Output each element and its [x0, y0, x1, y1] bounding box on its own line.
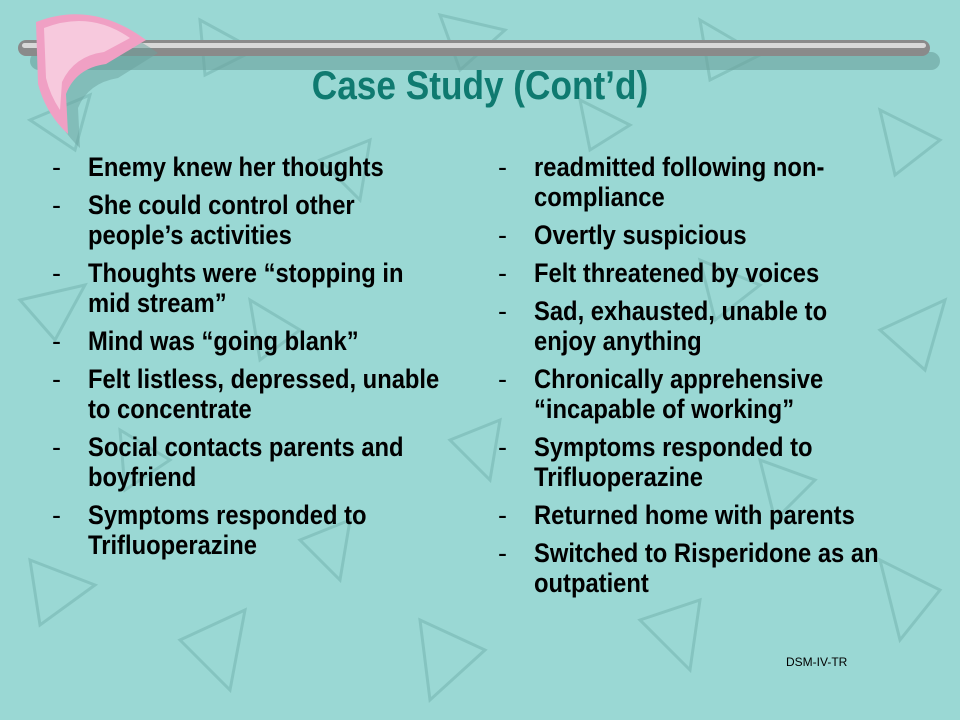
bullet-dash: -	[498, 364, 507, 394]
bullet-dash: -	[498, 296, 507, 326]
boomerang-decor	[640, 600, 700, 670]
list-item: - Symptoms responded to Trifluoperazine	[498, 432, 813, 492]
boomerang-decor	[30, 560, 95, 625]
bullet-dash: -	[52, 432, 61, 462]
list-item: - readmitted following non-compliance	[498, 152, 825, 212]
list-item: - Switched to Risperidone as an outpatient	[498, 538, 879, 598]
boomerang-decor	[180, 610, 245, 690]
list-item: - Returned home with parents	[498, 500, 855, 530]
slide-title: Case Study (Cont’d)	[311, 64, 649, 108]
bullet-dash: -	[498, 500, 507, 530]
list-item: - Mind was “going blank”	[52, 326, 359, 356]
bullet-dash: -	[498, 258, 507, 288]
footer-text: DSM-IV-TR	[786, 655, 848, 669]
list-item: - Felt threatened by voices	[498, 258, 820, 288]
bullet-dash: -	[498, 432, 507, 462]
bullet-dash: -	[52, 152, 61, 182]
bullet-dash: -	[498, 220, 507, 250]
bullet-dash: -	[52, 364, 61, 394]
bullet-dash: -	[52, 326, 61, 356]
bullet-dash: -	[52, 190, 61, 220]
bullet-dash: -	[498, 538, 507, 568]
left-bullet-list	[52, 152, 452, 568]
list-item: - Symptoms responded to Trifluoperazine	[52, 500, 367, 560]
bullet-dash: -	[498, 152, 507, 182]
right-bullet-list	[498, 152, 898, 606]
boomerang-decor	[450, 420, 500, 480]
list-item: - Enemy knew her thoughts	[52, 152, 384, 182]
list-item: - She could control other people’s activities	[52, 190, 355, 250]
bullet-dash: -	[52, 500, 61, 530]
list-item: - Felt listless, depressed, unable to concentrate	[52, 364, 440, 424]
top-bar-highlight	[22, 43, 926, 48]
list-item: - Thoughts were “stopping in mid stream”	[52, 258, 404, 318]
list-item: - Social contacts parents and boyfriend	[52, 432, 404, 492]
list-item: - Overtly suspicious	[498, 220, 747, 250]
list-item: - Sad, exhausted, unable to enjoy anything	[498, 296, 828, 356]
boomerang-decor	[420, 620, 485, 700]
list-item: - Chronically apprehensive “incapable of working”	[498, 364, 824, 424]
bullet-dash: -	[52, 258, 61, 288]
